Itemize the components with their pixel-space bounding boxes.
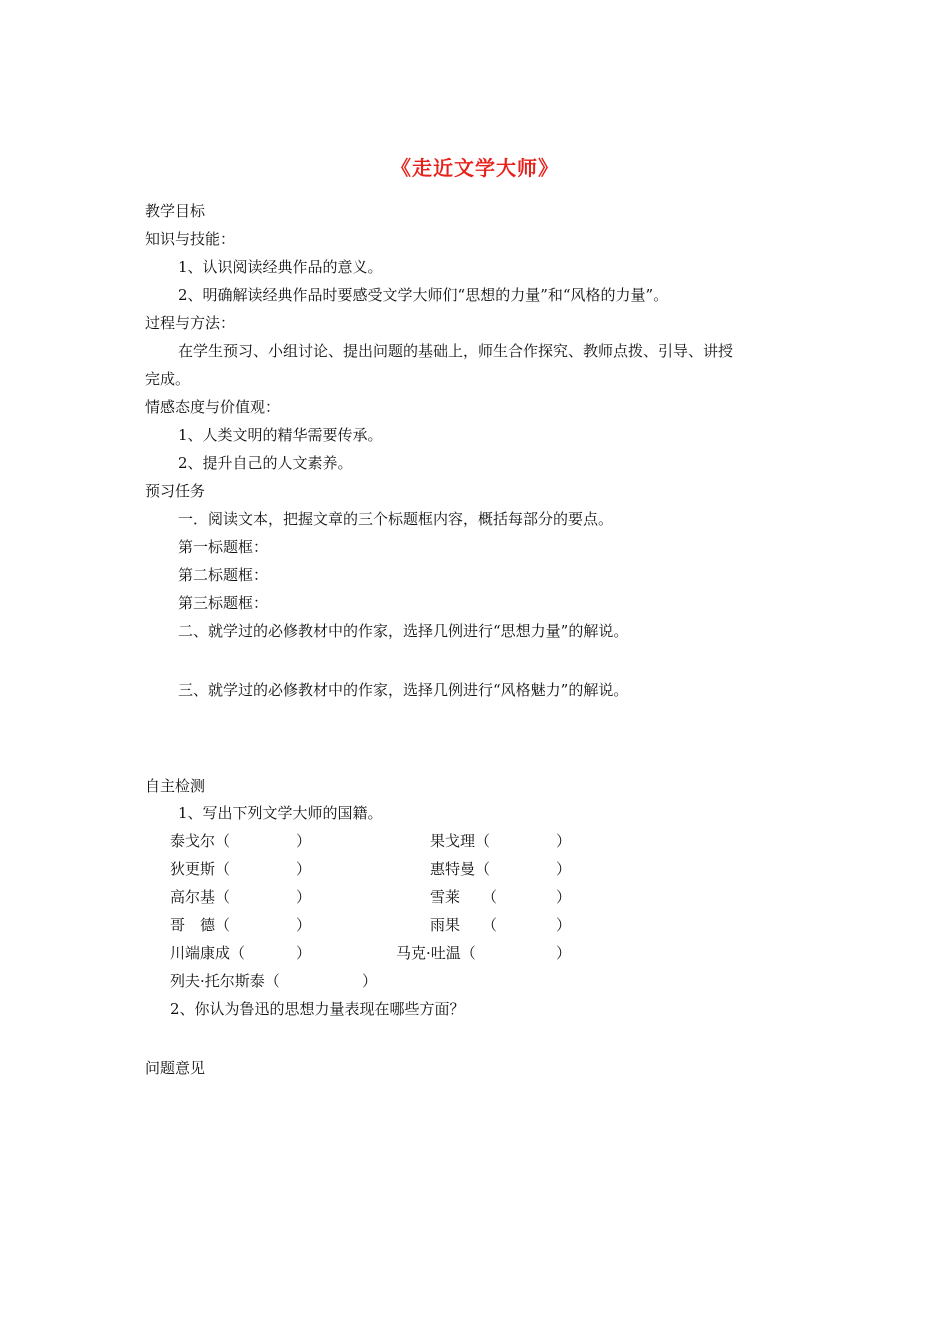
process-text-line-2: 完成。 [145, 370, 191, 388]
heading-process: 过程与方法： [145, 314, 236, 332]
paren-open: （ [482, 916, 498, 934]
knowledge-item-2: 2、明确解读经典作品时要感受文学大师们“思想的力量”和“风格的力量”。 [178, 286, 669, 304]
paren-close: ） [556, 944, 572, 962]
author-dickens: 狄更斯（ [170, 860, 231, 878]
document-title: 《走近文学大师》 [391, 156, 559, 180]
emotion-item-1: 1、人类文明的精华需要传承。 [178, 426, 383, 444]
heading-knowledge: 知识与技能： [145, 230, 236, 248]
paren-close: ） [296, 944, 312, 962]
paren-close: ） [296, 916, 312, 934]
heading-objectives: 教学目标 [145, 202, 206, 220]
author-gogol: 果戈理（ [430, 832, 491, 850]
paren-open: （ [482, 888, 498, 906]
author-whitman: 惠特曼（ [430, 860, 491, 878]
paren-close: ） [556, 860, 572, 878]
preview-task-2: 二、就学过的必修教材中的作家，选择几例进行“思想力量”的解说。 [178, 622, 629, 640]
paren-close: ） [556, 916, 572, 934]
preview-task-3: 三、就学过的必修教材中的作家，选择几例进行“风格魅力”的解说。 [178, 681, 629, 699]
author-shelley: 雪莱 [430, 888, 461, 906]
paren-close: ） [556, 888, 572, 906]
author-kawabata: 川端康成（ [170, 944, 246, 962]
paren-close: ） [296, 860, 312, 878]
author-tolstoy: 列夫·托尔斯泰（ [170, 972, 280, 990]
process-text-line-1: 在学生预习、小组讨论、提出问题的基础上，师生合作探究、教师点拨、引导、讲授 [178, 342, 734, 360]
question-2: 2、你认为鲁迅的思想力量表现在哪些方面？ [170, 1000, 465, 1018]
heading-emotion: 情感态度与价值观： [145, 398, 281, 416]
author-gorky: 高尔基（ [170, 888, 231, 906]
preview-task-1: 一．阅读文本，把握文章的三个标题框内容，概括每部分的要点。 [178, 510, 614, 528]
heading-self-check: 自主检测 [145, 777, 206, 795]
heading-preview: 预习任务 [145, 482, 206, 500]
author-tagore: 泰戈尔（ [170, 832, 231, 850]
author-mark-twain: 马克·吐温（ [396, 944, 476, 962]
emotion-item-2: 2、提升自己的人文素养。 [178, 454, 353, 472]
title-box-1: 第一标题框： [178, 538, 269, 556]
author-goethe: 哥 德（ [170, 916, 231, 934]
paren-close: ） [296, 832, 312, 850]
title-box-3: 第三标题框： [178, 594, 269, 612]
paren-close: ） [362, 972, 378, 990]
knowledge-item-1: 1、认识阅读经典作品的意义。 [178, 258, 383, 276]
title-box-2: 第二标题框： [178, 566, 269, 584]
author-hugo: 雨果 [430, 916, 461, 934]
paren-close: ） [296, 888, 312, 906]
paren-close: ） [556, 832, 572, 850]
question-1: 1、写出下列文学大师的国籍。 [178, 804, 383, 822]
heading-issues: 问题意见 [145, 1059, 206, 1077]
